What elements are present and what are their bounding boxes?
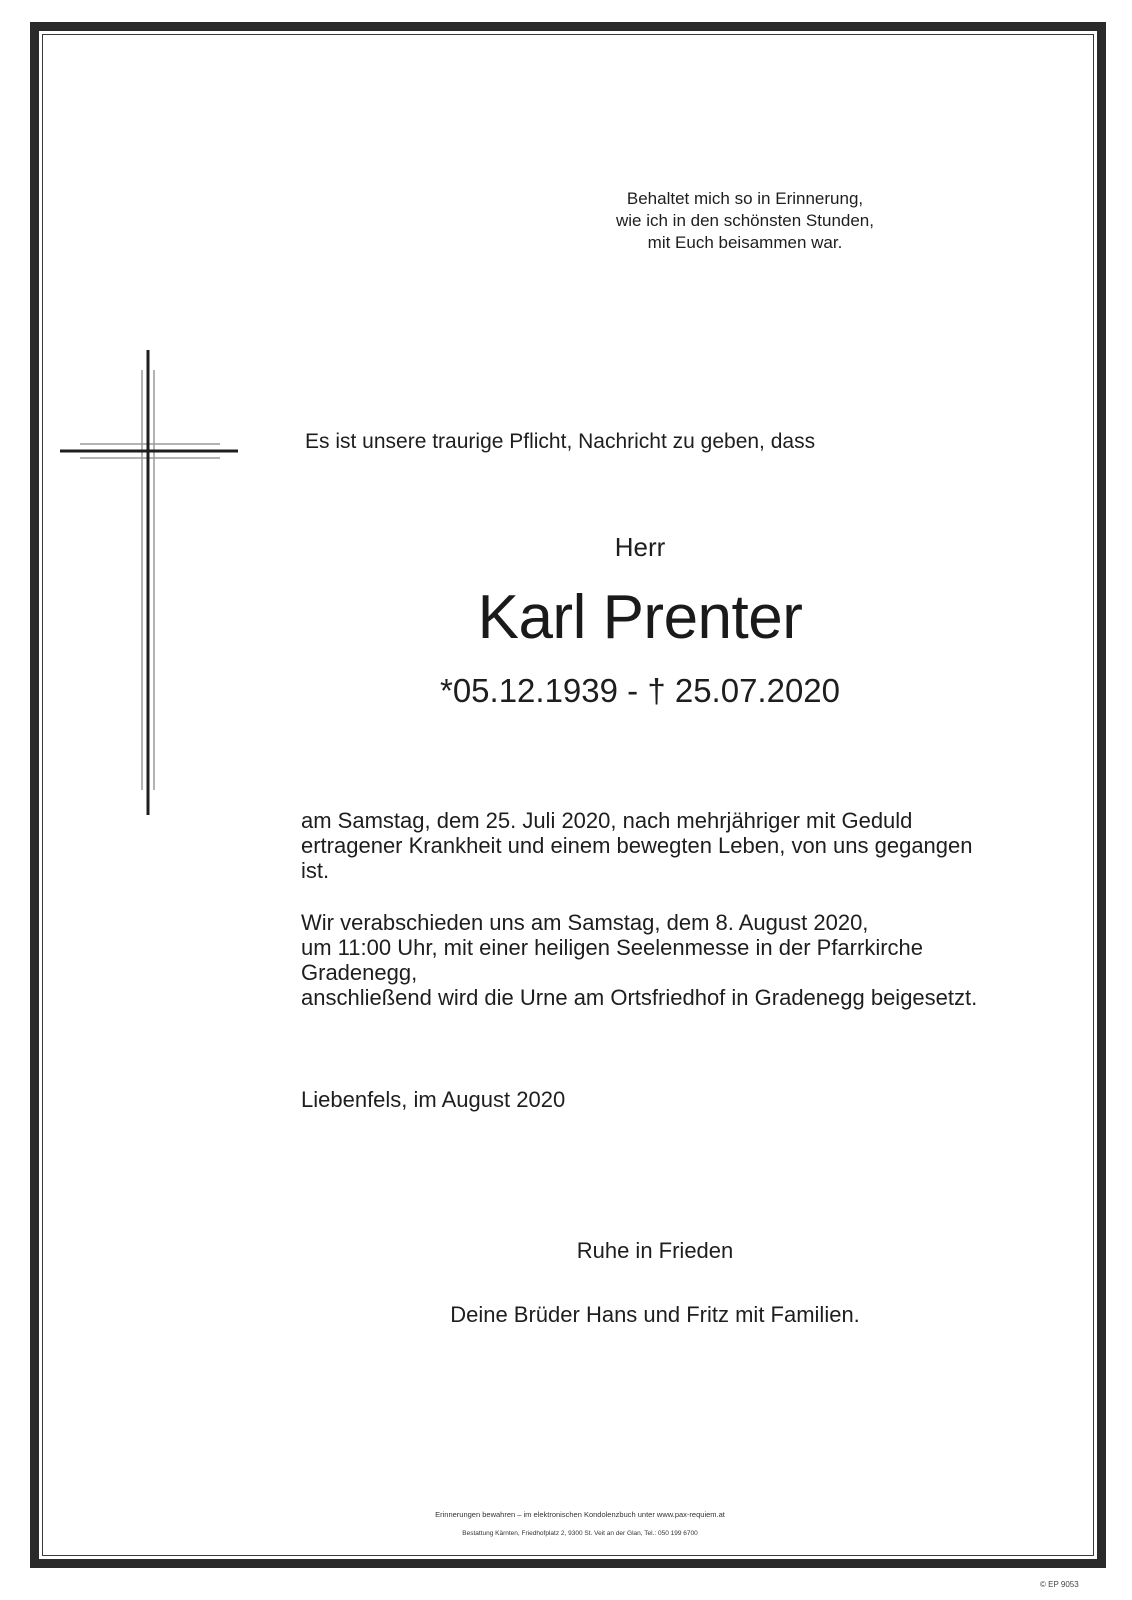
deceased-name: Karl Prenter <box>477 583 803 652</box>
closing-phrase: Ruhe in Frieden <box>576 1238 734 1263</box>
paragraph-line: Gradenegg, <box>301 960 418 985</box>
cross-icon <box>55 350 245 820</box>
paragraph-line: Wir verabschieden uns am Samstag, dem 8. August 2020, <box>301 910 869 935</box>
paragraph-line: ist. <box>301 858 330 883</box>
document-code: © EP 9053 <box>1040 1580 1079 1589</box>
signature: Deine Brüder Hans und Fritz mit Familien. <box>450 1302 860 1327</box>
intro-text: Es ist unsere traurige Pflicht, Nachricht zu geben, dass <box>305 430 816 453</box>
paragraph-line: am Samstag, dem 25. Juli 2020, nach mehrjähriger mit Geduld <box>301 808 913 833</box>
life-dates: *05.12.1939 - † 25.07.2020 <box>439 672 840 709</box>
motto-line: mit Euch beisammen war. <box>647 233 843 252</box>
motto-line: Behaltet mich so in Erinnerung, <box>626 189 864 208</box>
motto-line: wie ich in den schönsten Stunden, <box>615 211 874 230</box>
paragraph-line: anschließend wird die Urne am Ortsfriedhof in Gradenegg beigesetzt. <box>301 985 978 1010</box>
salutation: Herr <box>614 532 666 562</box>
paragraph-line: ertragener Krankheit und einem bewegten Leben, von uns gegangen <box>301 833 973 858</box>
death-notice-paragraph <box>301 808 1001 883</box>
paragraph-line: um 11:00 Uhr, mit einer heiligen Seelenmesse in der Pfarrkirche <box>301 935 924 960</box>
place-date: Liebenfels, im August 2020 <box>301 1087 566 1112</box>
footer-address-line: Bestattung Kärnten, Friedhofplatz 2, 9300 St. Veit an der Glan, Tel.: 050 199 6700 <box>462 1530 698 1537</box>
funeral-details-paragraph <box>301 910 1021 1010</box>
footer-condolence-line: Erinnerungen bewahren – im elektronischen Kondolenzbuch unter www.pax-requiem.at <box>435 1510 725 1519</box>
motto <box>560 188 930 254</box>
